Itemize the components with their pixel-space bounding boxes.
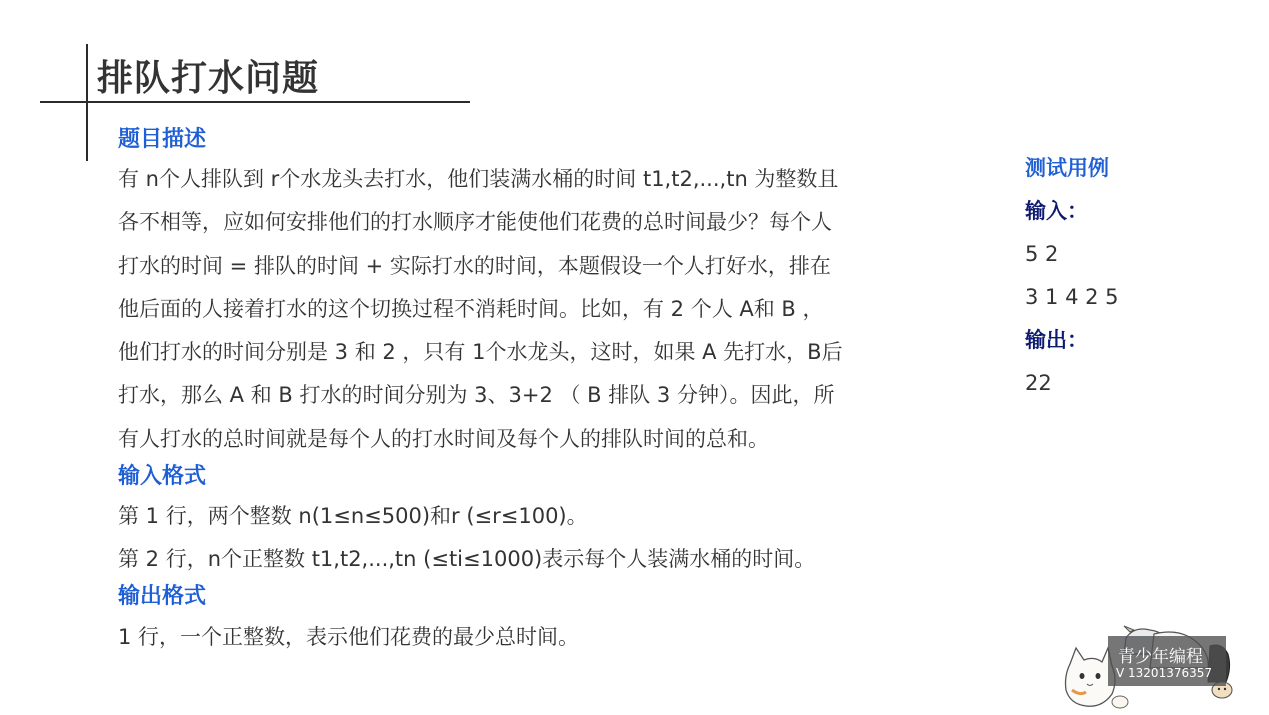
description-heading: 题目描述 xyxy=(118,127,207,152)
description-text xyxy=(118,158,958,461)
input-format-line: 第 2 行，n个正整数 t1,t2,...,tn (≤ti≤1000)表示每个人装满水桶的时间。 xyxy=(118,547,816,572)
test-case-heading: 测试用例 xyxy=(1025,156,1109,180)
page-title: 排队打水问题 xyxy=(97,58,320,99)
description-line: 打水，那么 A 和 B 打水的时间分别为 3、3+2 （ B 排队 3 分钟）。因此，所 xyxy=(118,383,835,408)
watermark-name: 青少年编程 xyxy=(1118,647,1203,667)
output-format-line: 1 行，一个正整数，表示他们花费的最少总时间。 xyxy=(118,625,580,650)
input-format-line: 第 1 行，两个整数 n(1≤n≤500)和r (≤r≤100)。 xyxy=(118,504,588,529)
test-input-label: 输入： xyxy=(1025,199,1088,223)
test-input-line: 5 2 xyxy=(1025,242,1059,266)
test-output-line: 22 xyxy=(1025,371,1052,395)
test-case-panel xyxy=(1025,147,1225,405)
description-line: 有 n个人排队到 r个水龙头去打水，他们装满水桶的时间 t1,t2,...,tn 为整数且 xyxy=(118,167,839,191)
title-vertical-rule xyxy=(86,44,88,161)
description-line: 他们打水的时间分别是 3 和 2 ，只有 1个水龙头，这时，如果 A 先打水，B后 xyxy=(118,340,843,365)
description-line: 各不相等，应如何安排他们的打水顺序才能使他们花费的总时间最少？每个人 xyxy=(118,210,832,235)
watermark xyxy=(1060,624,1235,712)
description-line: 打水的时间 = 排队的时间 + 实际打水的时间，本题假设一个人打好水，排在 xyxy=(118,253,831,278)
description-line: 他后面的人接着打水的这个切换过程不消耗时间。比如，有 2 个人 A和 B ， xyxy=(118,296,824,321)
title-horizontal-rule xyxy=(40,101,470,103)
description-line: 有人打水的总时间就是每个人的打水时间及每个人的排队时间的总和。 xyxy=(118,426,769,451)
output-format-heading: 输出格式 xyxy=(118,584,207,610)
watermark-contact: V 13201376357 xyxy=(1116,666,1213,680)
input-format-heading: 输入格式 xyxy=(118,464,207,490)
test-input-line: 3 1 4 2 5 xyxy=(1025,285,1119,309)
test-output-label: 输出： xyxy=(1025,328,1088,352)
problem-statement xyxy=(118,122,958,660)
